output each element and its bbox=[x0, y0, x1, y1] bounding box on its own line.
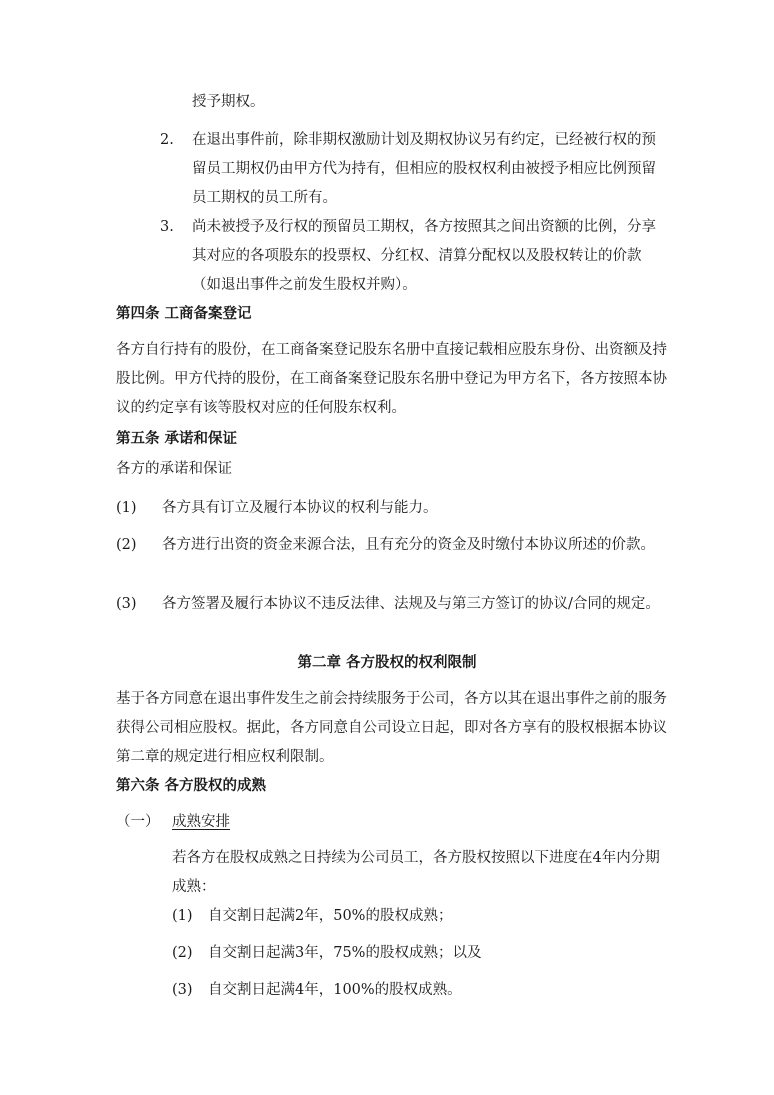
article-6-title: 第六条 各方股权的成熟 bbox=[116, 778, 267, 794]
list-item-number: (1) bbox=[116, 500, 137, 516]
chapter-2-title: 第二章 各方股权的权利限制 bbox=[297, 655, 477, 671]
list-item-number: (2) bbox=[172, 945, 193, 961]
list-item-number: 2. bbox=[160, 132, 174, 148]
list-item-text: 自交割日起满2年，50%的股权成熟； bbox=[208, 908, 453, 924]
list-item-number: (3) bbox=[172, 982, 193, 998]
article-5-title: 第五条 承诺和保证 bbox=[116, 431, 238, 447]
sub-section-title: 成熟安排 bbox=[172, 814, 230, 830]
list-item-text: 自交割日起满4年，100%的股权成熟。 bbox=[208, 982, 462, 998]
list-item-number: 3. bbox=[160, 219, 174, 235]
article-4-title: 第四条 工商备案登记 bbox=[116, 306, 252, 322]
chapter-2-body: 基于各方同意在退出事件发生之前会持续服务于公司，各方以其在退出事件之前的服务获得公司相应股权。据此，各方同意自公司设立日起，即对各方享有的股权根据本协议第二章的规定进行相应权利限制。 bbox=[116, 691, 667, 765]
continuation-line bbox=[192, 88, 672, 117]
list-item-text: 各方具有订立及履行本协议的权利与能力。 bbox=[162, 500, 438, 516]
list-item-text: 各方签署及履行本协议不违反法律、法规及与第三方签订的协议/合同的规定。 bbox=[162, 596, 660, 612]
list-item bbox=[172, 902, 672, 931]
list-item-text: 自交割日起满3年，75%的股权成熟；以及 bbox=[208, 945, 482, 961]
list-item bbox=[160, 126, 670, 213]
sub-section-heading bbox=[116, 808, 230, 837]
list-item bbox=[172, 976, 672, 1005]
list-item-text: 在退出事件前，除非期权激励计划及期权协议另有约定，已经被行权的预留员工期权仍由甲方代为持有，但相应的股权权利由被授予相应比例预留员工期权的员工所有。 bbox=[192, 132, 656, 206]
sub-section-number: （一） bbox=[116, 814, 160, 830]
list-item bbox=[172, 939, 672, 968]
list-item bbox=[116, 494, 670, 523]
list-item-text: 各方进行出资的资金来源合法，且有充分的资金及时缴付本协议所述的价款。 bbox=[162, 537, 655, 553]
article-6-body: 若各方在股权成熟之日持续为公司员工，各方股权按照以下进度在4年内分期成熟： bbox=[172, 850, 660, 895]
article-5-intro: 各方的承诺和保证 bbox=[116, 461, 232, 477]
article-4-body: 各方自行持有的股份，在工商备案登记股东名册中直接记载相应股东身份、出资额及持股比例。甲方代持的股份，在工商备案登记股东名册中登记为甲方名下，各方按照本协议的约定享有该等股权对应的任何股东权利。 bbox=[116, 342, 667, 416]
list-item bbox=[160, 213, 670, 300]
list-item-number: (1) bbox=[172, 908, 193, 924]
continuation-text: 授予期权。 bbox=[192, 94, 265, 110]
list-item-number: (3) bbox=[116, 596, 137, 612]
list-item-number: (2) bbox=[116, 537, 137, 553]
list-item bbox=[116, 531, 670, 560]
list-item-text: 尚未被授予及行权的预留员工期权，各方按照其之间出资额的比例，分享其对应的各项股东的投票权、分红权、清算分配权以及股权转让的价款（如退出事件之前发生股权并购）。 bbox=[192, 219, 656, 293]
list-item bbox=[116, 590, 670, 619]
